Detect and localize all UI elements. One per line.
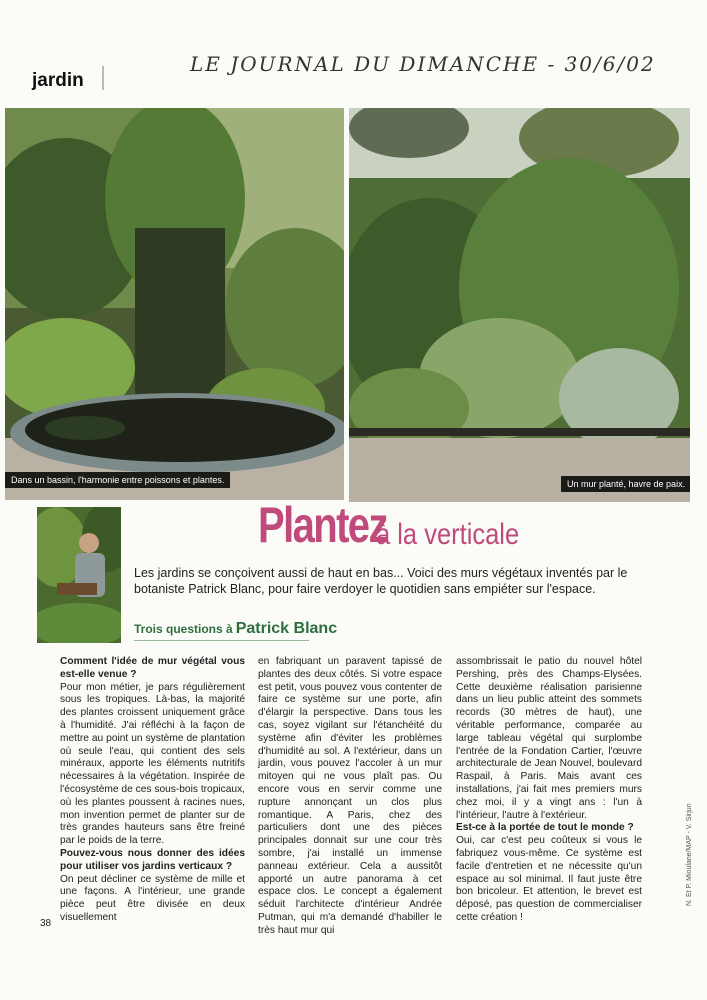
answer-2-part-3: assombrissait le patio du nouvel hôtel Pershing, près des Champs-Elysées. Cette deuxième réalisation parisienne dans un lieu public atteint des sommets records (30 mètres de haut), une véritable performance, comparée au large tableau végétal qui surplombe l'entrée de la Fondation Cartier, l'œuvre architecturale de Jean Nouvel, boulevard Raspail, à Paris. Mais avant ces installations, j'ai fait mes premiers murs chez moi, il y a vingt ans : l'un à l'intérieur, l'autre à l'extérieur. <box>456 656 642 821</box>
interview-header-rule <box>134 640 309 641</box>
question-2: Pouvez-vous nous donner des idées pour utiliser vos jardins verticaux ? <box>60 847 245 872</box>
portrait-photo <box>37 507 121 643</box>
question-1: Comment l'idée de mur végétal vous est-elle venue ? <box>60 656 245 680</box>
article-column-3 <box>456 656 642 925</box>
answer-2-part-2: en fabriquant un paravent tapissé de plantes des deux côtés. Si votre espace est petit, vous pouvez vous contenter de faire ce système sur une porte, afin d'élargir la perspective. Dans tous les cas, soyez vigilant sur l'étanchéité du système afin d'éviter les problèmes d'humidité au sol. A l'extérieur, dans un jardin, vous pouvez l'accoler à un mur mitoyen qui ne vous plaît pas. Ou encore vous en servir comme une rupture annonçant un clos plus romantique. A Paris, chez des particuliers dont une des pièces principales donnait sur une cour très sombre, j'ai installé un immense panneau extérieur. Cela a aussitôt apporté un autre panorama à cet espace clos. Le concept a également séduit l'architecte d'intérieur Andrée Putman, qui m'a demandé d'habiller le très haut mur qui <box>258 656 442 936</box>
section-divider <box>102 66 104 90</box>
pond-photo-caption: Dans un bassin, l'harmonie entre poissons et plantes. <box>5 472 230 488</box>
answer-3: Oui, car c'est peu coûteux si vous le fabriquez vous-même. Ce système est facile d'entretien et ne nécessite qu'un espace au sol minimal. Il faut juste être bon bricoleur. Et attention, le brevet est déposé, pas question de commercialiser cette création ! <box>456 835 642 923</box>
plant-wall-photo-caption: Un mur planté, havre de paix. <box>561 476 690 492</box>
plant-wall-photo <box>349 108 690 502</box>
pond-photo <box>5 108 344 500</box>
question-3: Est-ce à la portée de tout le monde ? <box>456 822 634 834</box>
article-title <box>258 496 520 554</box>
article-column-2 <box>258 656 442 938</box>
interview-header-prefix: Trois questions à <box>134 622 233 636</box>
handwritten-annotation: LE JOURNAL DU DIMANCHE - 30/6/02 <box>190 52 656 76</box>
answer-1: Pour mon métier, je pars régulièrement sous les tropiques. Là-bas, la majorité des plantes croissent uniquement grâce à l'humidité. J'ai réfléchi à la façon de mettre au point un système de plantation où seule l'eau, qui contient des sels minéraux, apporte les éléments nutritifs nécessaires à la végétation. Inspirée de l'écosystème de ces sous-bois tropicaux, où les plantes poussent à racines nues, mon invention permet de planter sur de très grandes hauteurs sans être freiné par le poids de la terre. <box>60 681 245 847</box>
title-rest: à la verticale <box>376 518 520 551</box>
section-label: jardin <box>32 70 84 91</box>
title-main-word: Plantez <box>258 497 387 553</box>
answer-2-part-1: On peut décliner ce système de mille et une façons. A l'intérieur, une grande pièce peut être divisée en deux visuellement <box>60 873 245 923</box>
interview-header <box>134 620 337 638</box>
photo-credit: N. Et P. Mioulane/MAP - V. Sirjun <box>686 803 693 906</box>
article-intro: Les jardins se conçoivent aussi de haut en bas... Voici des murs végétaux inventés par le botaniste Patrick Blanc, pour faire verdoyer le quotidien sans empiéter sur l'espace. <box>134 566 628 596</box>
interview-header-name: Patrick Blanc <box>235 620 338 637</box>
page-number: 38 <box>40 918 52 929</box>
article-column-1 <box>60 656 245 925</box>
